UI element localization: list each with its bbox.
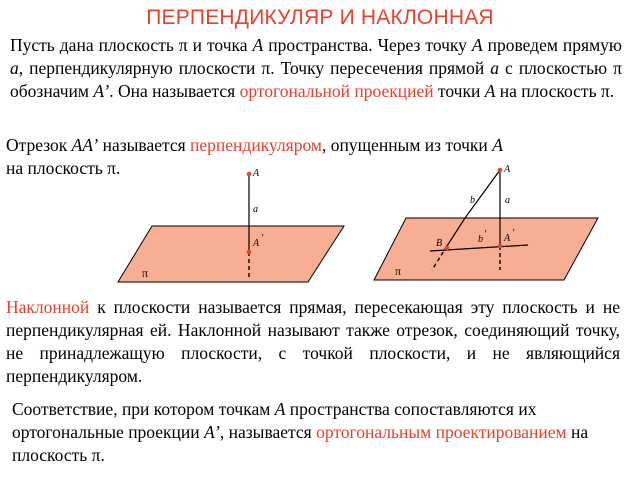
text: на плоскость π. xyxy=(6,158,121,178)
text: , перпендикулярную плоскости π. Точку пересечения прямой xyxy=(18,58,491,78)
var-a: a xyxy=(490,58,500,78)
oblique-b-above xyxy=(465,170,500,218)
text: Отрезок xyxy=(6,135,72,155)
label-b-prime: b xyxy=(478,234,483,245)
label-a: a xyxy=(505,195,510,206)
label-b: b xyxy=(470,195,475,206)
label-pi: π xyxy=(142,266,149,280)
slide-title: ПЕРПЕНДИКУЛЯР И НАКЛОННАЯ xyxy=(146,6,494,29)
text: к плоскости называется прямая, пересекающая эту плоскость и не перпендикулярная ей. Наклонной называют также отрезок, соединяющий точку, не принадлежащую плоскости, с точкой плоскости, и не являющийся перпендикуляром. xyxy=(6,297,620,386)
label-a: a xyxy=(253,204,258,215)
var-a: a xyxy=(10,58,19,78)
var-A: A xyxy=(471,35,483,55)
text: пространства сопоставляются их ортогональные проекции xyxy=(12,399,537,442)
text: . Она называется xyxy=(109,81,240,101)
var-A-prime: A’ xyxy=(204,422,220,442)
point-A-prime xyxy=(498,244,503,249)
text: , называется xyxy=(219,422,317,442)
var-A-prime: A’ xyxy=(93,81,110,101)
paragraph-orthogonal-projecting xyxy=(12,398,624,467)
text: на плоскость π. xyxy=(12,422,589,465)
label-B: B xyxy=(436,238,443,249)
text: Пусть дана плоскость π и точка xyxy=(10,35,253,55)
label-A-prime: A xyxy=(504,233,511,244)
var-A: A xyxy=(274,399,286,419)
point-A-prime xyxy=(247,250,252,255)
text: Соответствие, при котором точкам xyxy=(12,399,275,419)
var-A: A xyxy=(492,135,503,155)
term-perpendicular: перпендикуляром xyxy=(190,135,322,155)
point-B xyxy=(445,246,450,251)
text: проведем прямую xyxy=(482,35,622,55)
text: , опущенным из точки xyxy=(321,135,493,155)
paragraph-oblique xyxy=(6,296,620,388)
term-orthogonal-projecting: ортогональным проектированием xyxy=(316,422,567,442)
term-orthogonal-projection: ортогональной проекцией xyxy=(239,81,434,101)
label-A: A xyxy=(504,164,511,175)
plane-pi xyxy=(118,226,344,282)
point-A xyxy=(247,172,252,177)
var-AA-prime: AA’ xyxy=(71,135,99,155)
label-A-prime: A xyxy=(253,238,260,249)
label-A-prime-mark: ' xyxy=(512,228,515,239)
figure-perpendicular xyxy=(118,168,344,282)
text: называется xyxy=(98,135,191,155)
text: на плоскость π. xyxy=(495,81,615,101)
var-A: A xyxy=(484,81,496,101)
text: пространства. Через точку xyxy=(263,35,472,55)
label-prime-mark: ' xyxy=(261,233,264,244)
label-b-prime-mark: ' xyxy=(484,229,487,240)
plane-pi xyxy=(374,218,598,280)
term-oblique: Наклонной xyxy=(6,297,90,317)
var-A: A xyxy=(252,35,264,55)
figure-oblique xyxy=(374,164,598,280)
label-A: A xyxy=(253,168,260,179)
label-pi: π xyxy=(395,264,402,278)
text: с плоскостью π обозначим xyxy=(10,58,622,101)
text: точки xyxy=(433,81,485,101)
point-A xyxy=(498,168,503,173)
